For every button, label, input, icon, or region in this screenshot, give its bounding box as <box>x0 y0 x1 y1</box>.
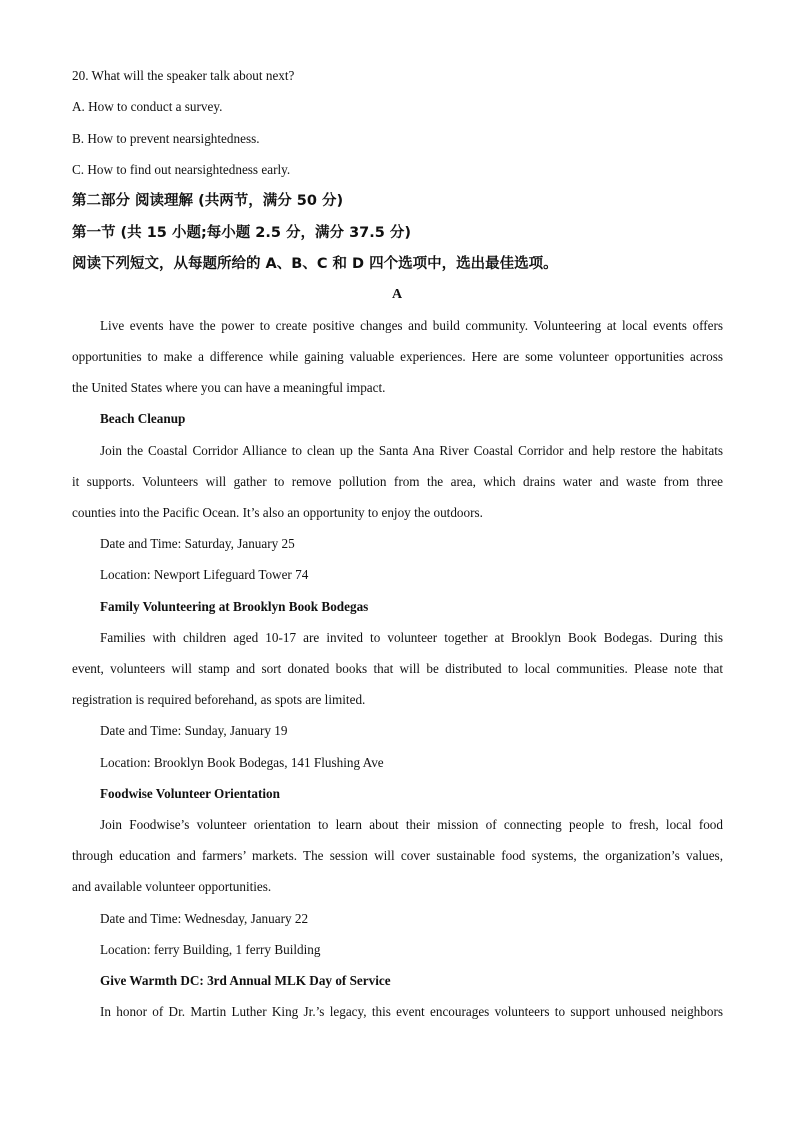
event-text-line: and available volunteer opportunities. <box>72 879 272 894</box>
event-title-give-warmth: Give Warmth DC: 3rd Annual MLK Day of Service <box>100 973 391 988</box>
event-text-line: In honor of Dr. Martin Luther King Jr.’s legacy, this event encourages volunteers to support unhoused neighbors <box>100 1004 723 1019</box>
part-heading: 第二部分 阅读理解 (共两节，满分 50 分) <box>72 193 344 209</box>
event-title-family-volunteering: Family Volunteering at Brooklyn Book Bodegas <box>100 599 369 614</box>
event-text-line: Families with children aged 10-17 are invited to volunteer together at Brooklyn Book Bodegas. During this <box>100 630 723 645</box>
question-stem: 20. What will the speaker talk about next? <box>72 68 295 83</box>
event-text-line: counties into the Pacific Ocean. It’s also an opportunity to enjoy the outdoors. <box>72 505 483 520</box>
event-title-beach-cleanup: Beach Cleanup <box>100 411 186 426</box>
event-date: Date and Time: Sunday, January 19 <box>100 723 288 738</box>
intro-line-3: the United States where you can have a meaningful impact. <box>72 380 386 395</box>
event-text-line: Join the Coastal Corridor Alliance to clean up the Santa Ana River Coastal Corridor and help restore the habitats <box>100 443 723 458</box>
event-date: Date and Time: Wednesday, January 22 <box>100 911 309 926</box>
event-location: Location: Newport Lifeguard Tower 74 <box>100 567 309 582</box>
event-text-line: registration is required beforehand, as spots are limited. <box>72 692 366 707</box>
event-location: Location: ferry Building, 1 ferry Building <box>100 942 321 957</box>
intro-line-1: Live events have the power to create positive changes and build community. Volunteering at local events offers <box>100 318 723 333</box>
event-location: Location: Brooklyn Book Bodegas, 141 Flushing Ave <box>100 755 384 770</box>
option-a: A. How to conduct a survey. <box>72 99 223 114</box>
passage-label: A <box>391 287 403 302</box>
event-text-line: it supports. Volunteers will gather to remove pollution from the area, which drains water and waste from three <box>72 474 723 489</box>
instructions: 阅读下列短文，从每题所给的 A、B、C 和 D 四个选项中，选出最佳选项。 <box>72 256 558 272</box>
event-title-foodwise: Foodwise Volunteer Orientation <box>100 786 280 801</box>
option-b: B. How to prevent nearsightedness. <box>72 131 260 146</box>
event-text-line: event, volunteers will stamp and sort donated books that will be distributed to local communities. Please note that <box>72 661 723 676</box>
event-date: Date and Time: Saturday, January 25 <box>100 536 295 551</box>
event-text-line: through education and farmers’ markets. The session will cover sustainable food systems, the organization’s values, <box>72 848 723 863</box>
event-text-line: Join Foodwise’s volunteer orientation to learn about their mission of connecting people to fresh, local food <box>100 817 723 832</box>
intro-line-2: opportunities to make a difference while gaining valuable experiences. Here are some volunteer opportunities across <box>72 349 723 364</box>
option-c: C. How to find out nearsightedness early. <box>72 162 291 177</box>
section-heading: 第一节 (共 15 小题;每小题 2.5 分，满分 37.5 分) <box>72 225 412 241</box>
